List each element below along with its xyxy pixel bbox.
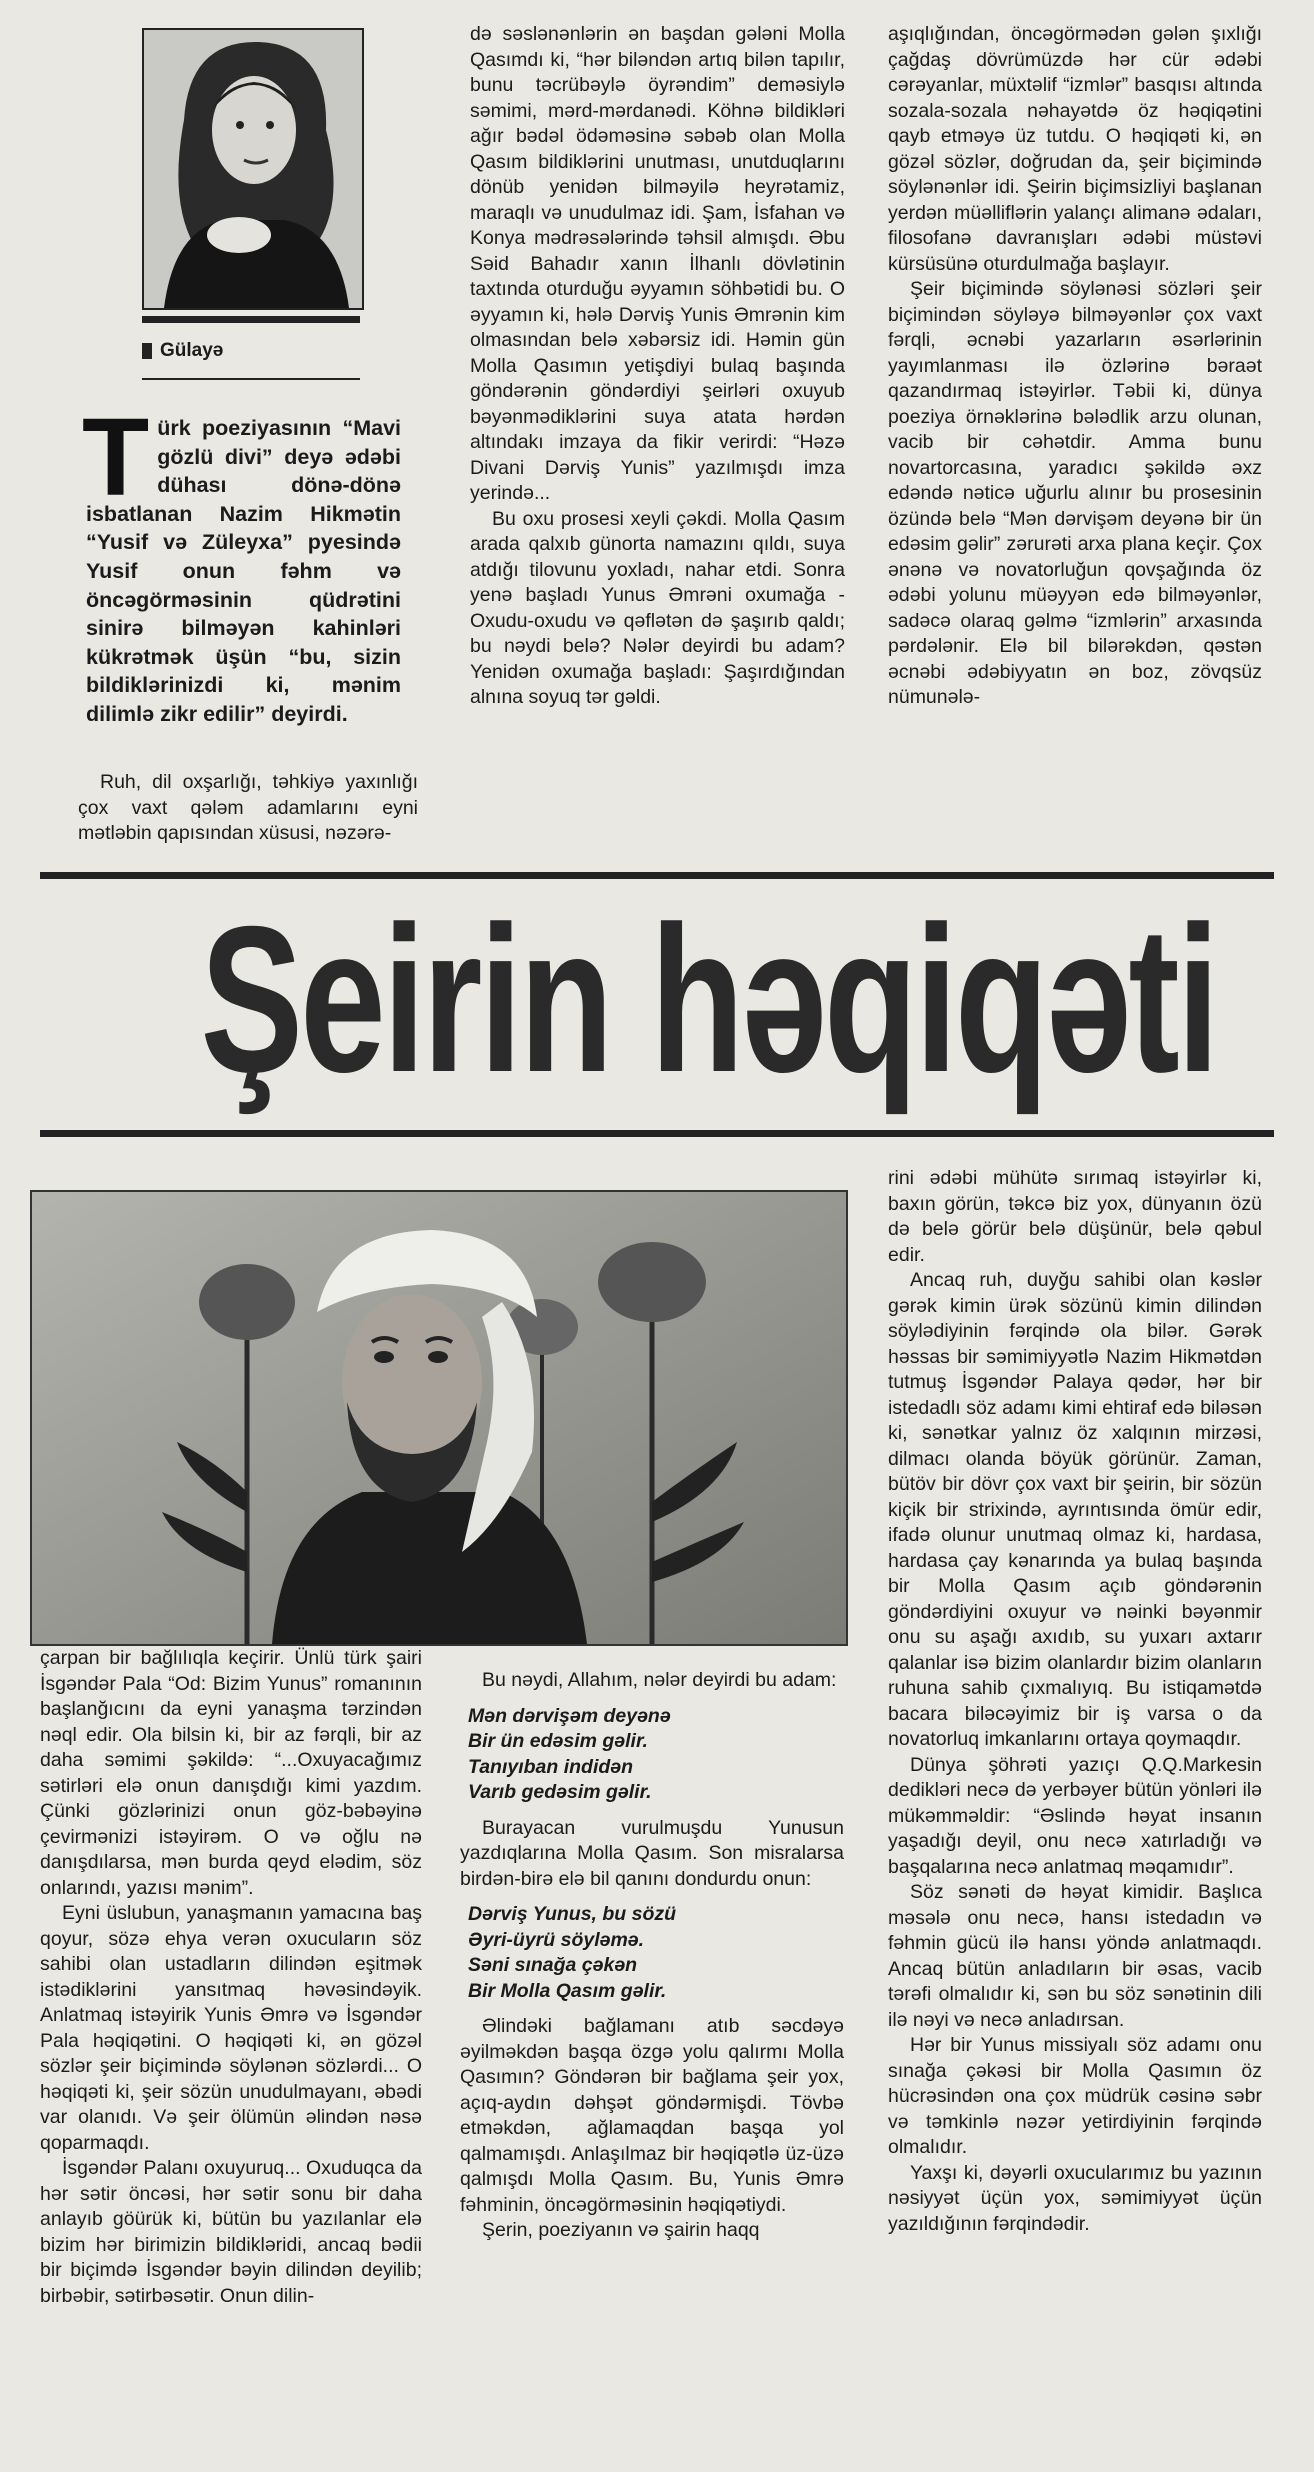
dervish-portrait-illustration-icon bbox=[32, 1192, 846, 1644]
byline-square-icon bbox=[142, 343, 152, 359]
bottom-column-2 bbox=[460, 1668, 844, 2244]
right-column bbox=[888, 1166, 1262, 2237]
poem-line: Dərviş Yunus, bu sözü bbox=[468, 1903, 677, 1925]
paragraph: rini ədəbi mühütə sırımaq istəyirlər ki, baxın görün, təkcə biz yox, dünyanın özü də belə görür belə düşünür, belə qəbul edir. bbox=[888, 1167, 1262, 1266]
lead-paragraph bbox=[82, 396, 401, 729]
paragraph: Hər bir Yunus missiyalı söz adamı onu sınağa çəkəsi bir Molla Qasımın öz hücrəsindən ona çox müdrük cəsinə səbr və təmkinlə nəzər yetirdiyinin fərqində olmalıdır. bbox=[888, 2034, 1262, 2158]
paragraph: Ancaq ruh, duyğu sahibi olan kəslər gərək kimin ürək sözünü kimin dilindən söylədiyinin fərqində ola bilər. Gərək həssas bir səmimiyyətlə Nazim Hikmətdən tutmuş İsgəndər Palaya qədər, hər bir istedadlı söz adamı kimi ehtiraf edə biləsən ki, sənətkar yalnız öz xalqının mirzəsi, dilmacı olanda böyük görünür. Zaman, bütöv bir dövr çox vaxt bir şeirin, bir sözün kiçik bir strixində, ayrıntısında ömür edir, ifadə olunur unutmaq olmaz ki, hardasa, hardasa çay kənarında ya bulaq başında bir Molla Qasım açıb göndərənin göndərdiyini oxuyur və nəinki bəyənmir onu su aşağı axıdıb, su yuxarı axtarır qalanlar isə bizim olanlardır bizim olanların ruhuna sahib çıxmalıyıq. Bu istiqamətdə bacara biləcəyimiz bir iş varsa o da novatorluq imkanlarını ortaya qoymaqdır. bbox=[888, 1269, 1262, 1750]
paragraph: Bu nəydi, Allahım, nələr deyirdi bu adam: bbox=[482, 1669, 837, 1691]
paragraph: Eyni üslubun, yanaşmanın yamacına baş qoyur, sözə ehya verən oxucuların söz sahibi olan ustadların dilindən eşitmək istədiklərini yansıtmaq həvəsindəyik. Anlatmaq istəyirik Yunis Əmrə və İsgəndər Pala həqiqətini. O həqiqəti ki, ən gözəl sözlər şeir biçimində söylənən sözlərdi... O həqiqəti ki, şeir sözün unudulmayanı, əbədi var olanıdı. Və şeir ölümün əlindən nəsə qoparmaqdı. bbox=[40, 1902, 422, 2154]
paragraph: aşıqlığından, öncəgörmədən gələn şıxlığı çağdaş dövrümüzdə hər cür ədəbi cərəyanlar, müxtəlif “izmlər” basqısı altında sozala-sozala nəhayətdə öz həqiqətini qayb etməyə üz tutdu. O həqiqəti ki, ən gözəl sözlər, doğrudan da, şeir biçimində söylənənlər idi. Şeirin biçimsizliyi başlanan yerdən müəlliflərin yalançı alimanə ədaları, filosofanə davranışları ədəbi müstəvi kürsüsünə oturdulmağa başlayır. bbox=[888, 23, 1262, 275]
author-name: Gülayə bbox=[160, 340, 224, 361]
paragraph: Bu oxu prosesi xeyli çəkdi. Molla Qasım arada qalxıb günorta namazını qıldı, suya atdığı tilovunu yoxladı, nahar etdi. Sonra yenə başladı Yunus Əmrəni oxumağa - Oxudu-oxudu və qəflətən də şaşırıb qaldı; bu nəydi belə? Nələr deyirdi bu adam? Yenidən oxumağa başladı: Şaşırdığından alnına soyuq tər gəldi. bbox=[470, 507, 845, 708]
poem-line: Bir ün edəsim gəlir. bbox=[468, 1730, 648, 1752]
poem-line: Varıb gedəsim gəlir. bbox=[468, 1781, 652, 1803]
illustration bbox=[30, 1190, 848, 1646]
top-column-1 bbox=[78, 770, 418, 847]
paragraph: İsgəndər Palanı oxuyuruq... Oxuduqca da hər sətir öncəsi, hər sətir sonu bir daha anlayıb göürük ki, bütün bu yazılanlar elə bizim hər birimizin bildikləridi, ancaq bədii bir biçimdə İsgəndər bəyin dilindən deyilib; birbəbir, sətirbəsətir. Onun dilin- bbox=[40, 2157, 422, 2307]
paragraph: çarpan bir bağlılıqla keçirir. Ünlü türk şairi İsgəndər Pala “Od: Bizim Yunus” romanının başlanğıcını da eyni yanaşma tərzindən nəql edir. Ola bilsin ki, bir az fərqli, bir az daha səmimi şəkildə: “...Oxuyacağımız sətirləri elə onun danışdığı kimi yazdım. Çünki gözlərinizi onun göz-bəbəyinə çevirmənizi istəyirəm. O və oğlu nə danışdılarsa, mən burda qeyd elədim, söz onlarındı, yazısı mənim”. bbox=[40, 1647, 422, 1899]
bottom-column-1 bbox=[40, 1646, 422, 2309]
lead-text: ürk poeziyasının “Mavi gözlü divi” deyə ədəbi dühası dönə-dönə isbatlanan Nazim Hikmətin “Yusif və Züleyxa” pyesində Yusif onun fəhm və öncəgörməsinin qüdrətini sinirə bilməyən kahinləri kükrətmək üşün “bu, sizin bildiklərinizdi ki, mənim dilimlə zikr edilir” deyirdi. bbox=[86, 416, 401, 726]
paragraph: Əlindəki bağlamanı atıb səcdəyə əyilməkdən başqa özgə yolu qalırmı Molla Qasımın? Göndərən bir bağlama şeir yox, açıq-aydın dəhşət göndərmişdi. Tövbə etməkdən, ağlamaqdan başqa yol qalmamışdı. Anlaşılmaz bir həqiqətlə üz-üzə qalmışdı Molla Qasım. Bu, Yunis Əmrə fəhminin, öncəgörməsinin həqiqətiydi. bbox=[460, 2015, 844, 2216]
paragraph: də səslənənlərin ən başdan gələni Molla Qasımdı ki, “hər biləndən artıq bilən tapılır, bunu təcrübəylə öyrəndim” deməsiylə səmimi, mərd-mərdanədi. Köhnə bildikləri ağır bədəl ödəməsinə səbəb olan Molla Qasım bildiklərini unutması, unutduqlarını dönüb yenidən bilməyilə heyrətamiz, maraqlı və unudulmaz idi. Şam, İsfahan və Konya mədrəsələrində təhsil almışdı. Əbu Səid Bahadır xanın İlhanlı dövlətinin taxtında oturduğu əyyamın söhbətidi bu. O əyyamın ki, hələ Dərviş Yunis Əmrənin kim olmasından belə xəbərsiz idi. Həmin gün Molla Qasımın yetişdiyi bulaq başında göndərənin göndərdiyi şeirləri oxuyub bəyənmədiklərini suya atata hərdən altındakı imzaya da fikir verirdi: “Həzə Divani Dərviş Yunis” yazılmışdı imza yerində... bbox=[470, 23, 845, 504]
headline-rule-top bbox=[40, 872, 1274, 879]
poem-line: Əyri-üyrü söyləmə. bbox=[468, 1928, 645, 1951]
poem-stanza bbox=[460, 1902, 844, 2004]
paragraph: Burayacan vurulmuşdu Yunusun yazdıqlarına Molla Qasım. Son misralarsa birdən-birə elə bil qanını dondurdu onun: bbox=[460, 1816, 844, 1890]
author-photo bbox=[142, 28, 364, 310]
drop-cap: T bbox=[82, 396, 150, 519]
author-byline bbox=[142, 340, 223, 362]
paragraph: Söz sənəti də həyat kimidir. Başlıca məsələ onu necə, hansı istedadın və fəhmin gücü ilə hansı yöndə anlatmaqdı. Ancaq bütün anladıların bir əsas, vacib tərəfi olmalıdır ki, sən bu söz sənətinin dili ilə nəyi və necə anladırsan. bbox=[888, 1881, 1262, 2031]
top-column-2 bbox=[470, 22, 845, 711]
poem-stanza bbox=[460, 1704, 844, 1806]
headline: Şeirin həqiqəti bbox=[200, 884, 1217, 1116]
paragraph: Şeir biçimində söylənəsi sözləri şeir biçimindən söyləyə bilməyənlər çox vaxt fərqli, əcnəbi yazarların əsərlərinin yayımlanması ilə özlərinə bəraət qazandırmaq istəyirlər. Təbii ki, dünya poeziya örnəklərinə bələdlik arzu olunan, vacib bir cəhətdir. Amma bunu novartorcasına, yaradıcı şəkildə əxz edəndə nəticə uğurlu alınır bu prosesinin özündə belə “Mən dərvişəm deyənə bir ün edəsim gəlir” zərurəti arxa plana keçir. Çox ənənə və novatorluğun qovşağında öz ədəbi yolunu müəyyən edə bilməyənlər, sadəcə olaraq gəlmə “izmlərin” arxasında pərdələnir. Elə bil bilərəkdən, qəstən əcnəbi ədəbiyyatın ən boz, zövqsüz nümunələ- bbox=[888, 278, 1262, 708]
poem-line: Tanıyıban indidən bbox=[468, 1755, 634, 1778]
poem-line: Səni sınağa çəkən bbox=[468, 1954, 638, 1976]
paragraph: Yaxşı ki, dəyərli oxucularımız bu yazının nəsiyyət üçün yox, səmimiyyət üçün yazıldığının fərqindədir. bbox=[888, 2161, 1262, 2235]
author-portrait-icon bbox=[144, 30, 362, 308]
photo-rule bbox=[142, 316, 360, 323]
paragraph: Şerin, poeziyanın və şairin haqq bbox=[482, 2219, 760, 2241]
paragraph: Dünya şöhrəti yazıçı Q.Q.Markesin dedikləri necə də yerbəyer bütün yönləri ilə mükəmməldir: “Əslində həyat insanın yaşadığı deyil, onu necə xatırladığı və başqalarına necə anlatmaq məqamıdır”. bbox=[888, 1753, 1262, 1878]
top-column-3 bbox=[888, 22, 1262, 711]
byline-rule bbox=[142, 378, 360, 380]
headline-rule-bottom bbox=[40, 1130, 1274, 1137]
poem-line: Bir Molla Qasım gəlir. bbox=[468, 1979, 667, 2002]
poem-line: Mən dərvişəm deyənə bbox=[468, 1704, 671, 1727]
paragraph: Ruh, dil oxşarlığı, təhkiyə yaxınlığı çox vaxt qələm adamlarını eyni mətləbin qapısından xüsusi, nəzərə- bbox=[78, 771, 418, 844]
